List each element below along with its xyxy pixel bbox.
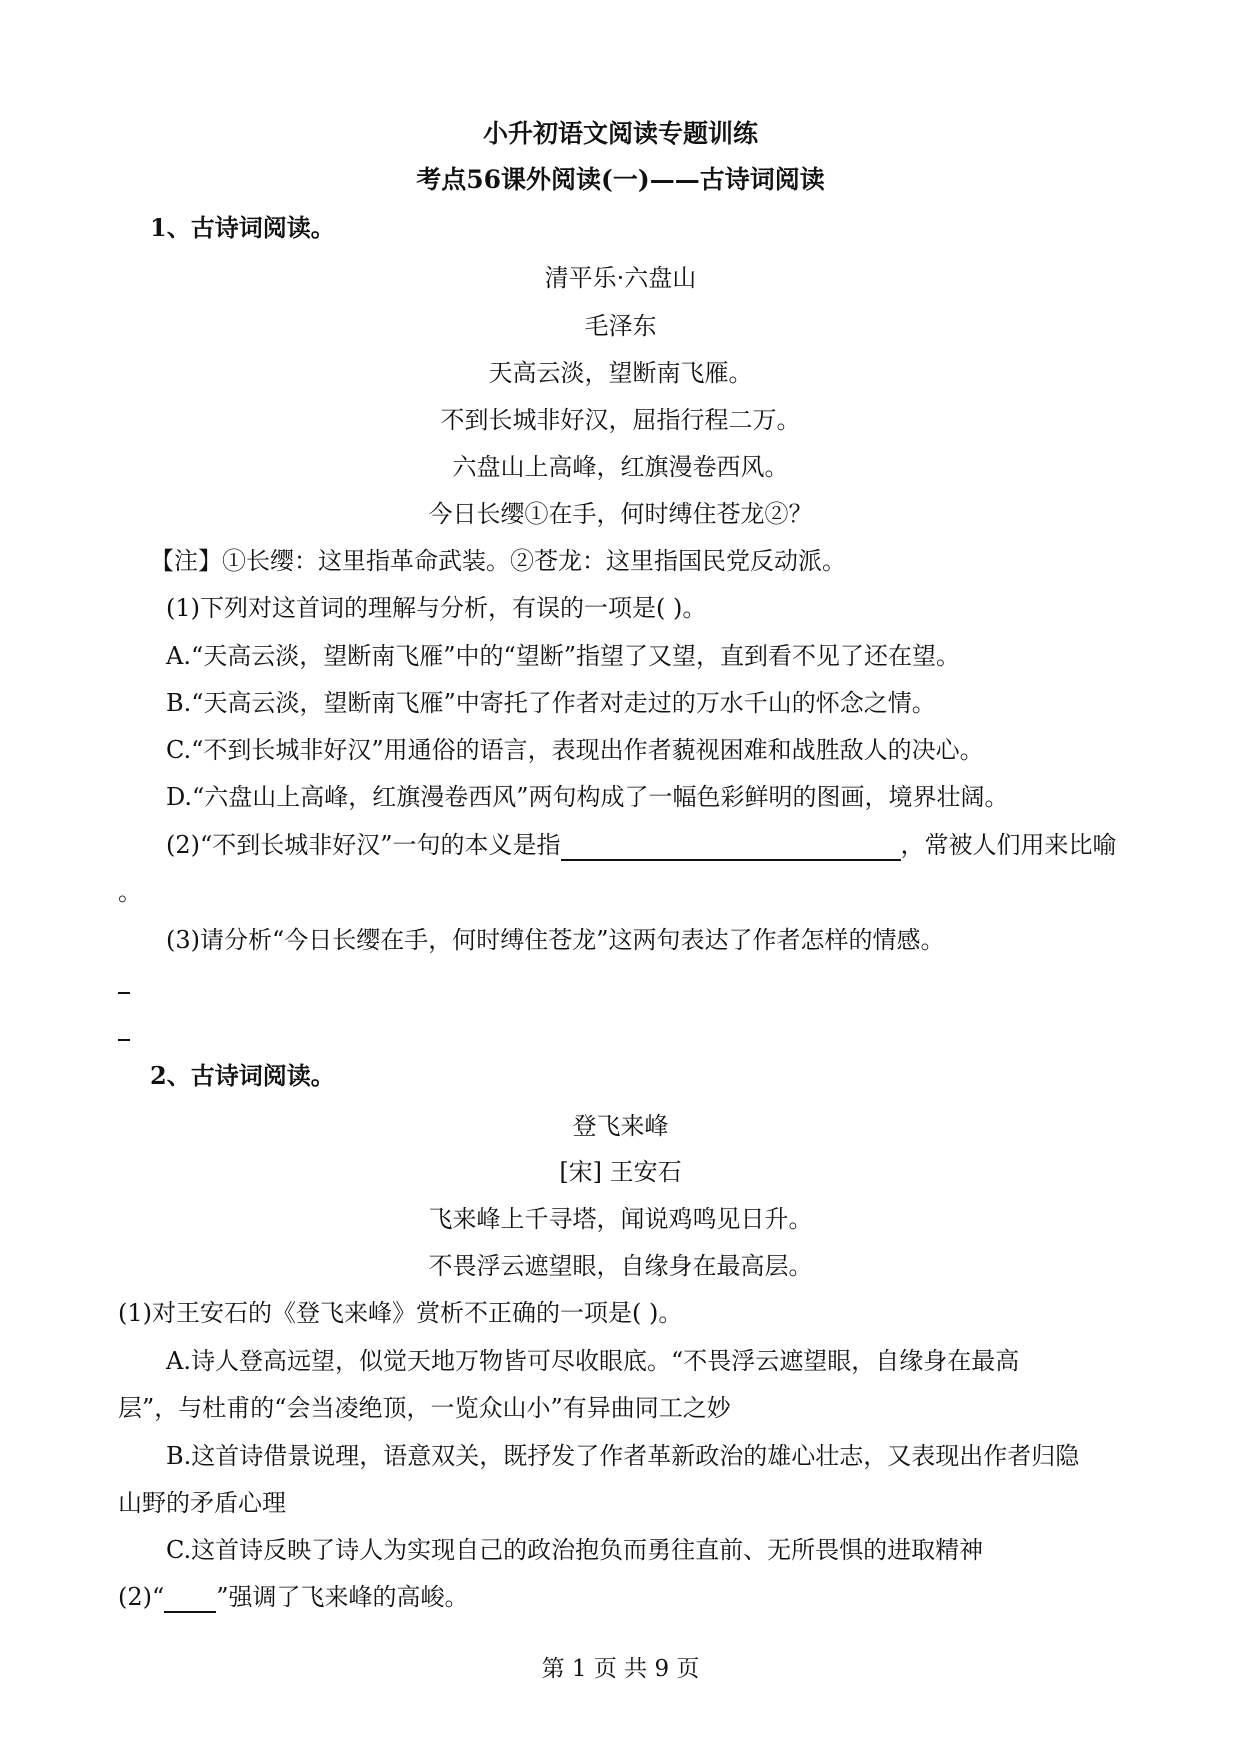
q1-sub1-question: (1)下列对这首词的理解与分析，有误的一项是( )。	[166, 594, 707, 622]
q2-sub1-question: (1)对王安石的《登飞来峰》赏析不正确的一项是( )。	[118, 1299, 683, 1327]
q1-option-d: D.“六盘山上高峰，红旗漫卷西风”两句构成了一幅色彩鲜明的图画，境界壮阔。	[166, 783, 1009, 811]
q1-poem-line: 六盘山上高峰，红旗漫卷西风。	[452, 453, 789, 481]
q2-sub2-question	[118, 1581, 469, 1613]
q1-sub2-text-before: (2)“不到长城非好汉”一句的本义是指	[166, 831, 561, 859]
q1-sub3-answer-line[interactable]	[118, 1039, 130, 1041]
q1-option-c: C.“不到长城非好汉”用通俗的语言，表现出作者藐视困难和战胜敌人的决心。	[166, 736, 984, 764]
q1-note: 【注】①长缨：这里指革命武装。②苍龙：这里指国民党反动派。	[150, 547, 846, 575]
q1-poem-line: 天高云淡，望断南飞雁。	[488, 359, 753, 387]
q1-sub2-end: 。	[118, 878, 142, 906]
q1-sub3-answer-line[interactable]	[118, 992, 130, 994]
document-title: 小升初语文阅读专题训练	[482, 119, 758, 148]
q1-poem-line: 不到长城非好汉，屈指行程二万。	[440, 406, 801, 434]
q1-heading: 1、古诗词阅读。	[150, 213, 335, 242]
q2-sub2-text-before: (2)“	[118, 1583, 165, 1611]
q2-poem-title: 登飞来峰	[572, 1112, 669, 1140]
q2-option-a-cont: 层”，与杜甫的“会当凌绝顶，一览众山小”有异曲同工之妙	[118, 1394, 731, 1422]
q2-option-b-cont: 山野的矛盾心理	[118, 1489, 286, 1517]
q2-sub2-text-after: ”强调了飞来峰的高峻。	[216, 1583, 469, 1611]
q1-poem-title: 清平乐·六盘山	[544, 264, 697, 292]
q1-sub2-answer-blank[interactable]	[561, 833, 901, 861]
q2-option-a: A.诗人登高远望，似觉天地万物皆可尽收眼底。“不畏浮云遮望眼，自缘身在最高	[166, 1347, 1020, 1375]
q1-sub3-question: (3)请分析“今日长缨在手，何时缚住苍龙”这两句表达了作者怎样的情感。	[166, 926, 945, 954]
document-subtitle: 考点56课外阅读(一)——古诗词阅读	[416, 165, 825, 194]
q1-poem-line: 今日长缨①在手，何时缚住苍龙②？	[428, 500, 813, 528]
q2-poem-line: 不畏浮云遮望眼，自缘身在最高层。	[428, 1252, 813, 1280]
q1-sub2-question	[166, 829, 1117, 861]
page-number: 第 1 页 共 9 页	[541, 1656, 700, 1682]
q2-option-c: C.这首诗反映了诗人为实现自己的政治抱负而勇往直前、无所畏惧的进取精神	[166, 1536, 984, 1564]
q1-sub2-text-after: ，常被人们用来比喻	[900, 831, 1117, 859]
q2-sub2-answer-blank[interactable]	[164, 1585, 216, 1613]
q2-poem-author: [宋] 王安石	[559, 1158, 682, 1186]
q2-poem-line: 飞来峰上千寻塔，闻说鸡鸣见日升。	[428, 1205, 813, 1233]
q1-option-a: A.“天高云淡，望断南飞雁”中的“望断”指望了又望，直到看不见了还在望。	[166, 642, 961, 670]
q1-option-b: B.“天高云淡，望断南飞雁”中寄托了作者对走过的万水千山的怀念之情。	[166, 689, 936, 717]
q2-option-b: B.这首诗借景说理，语意双关，既抒发了作者革新政治的雄心壮志，又表现出作者归隐	[166, 1442, 1080, 1470]
q1-poem-author: 毛泽东	[584, 312, 657, 340]
q2-heading: 2、古诗词阅读。	[150, 1061, 335, 1090]
